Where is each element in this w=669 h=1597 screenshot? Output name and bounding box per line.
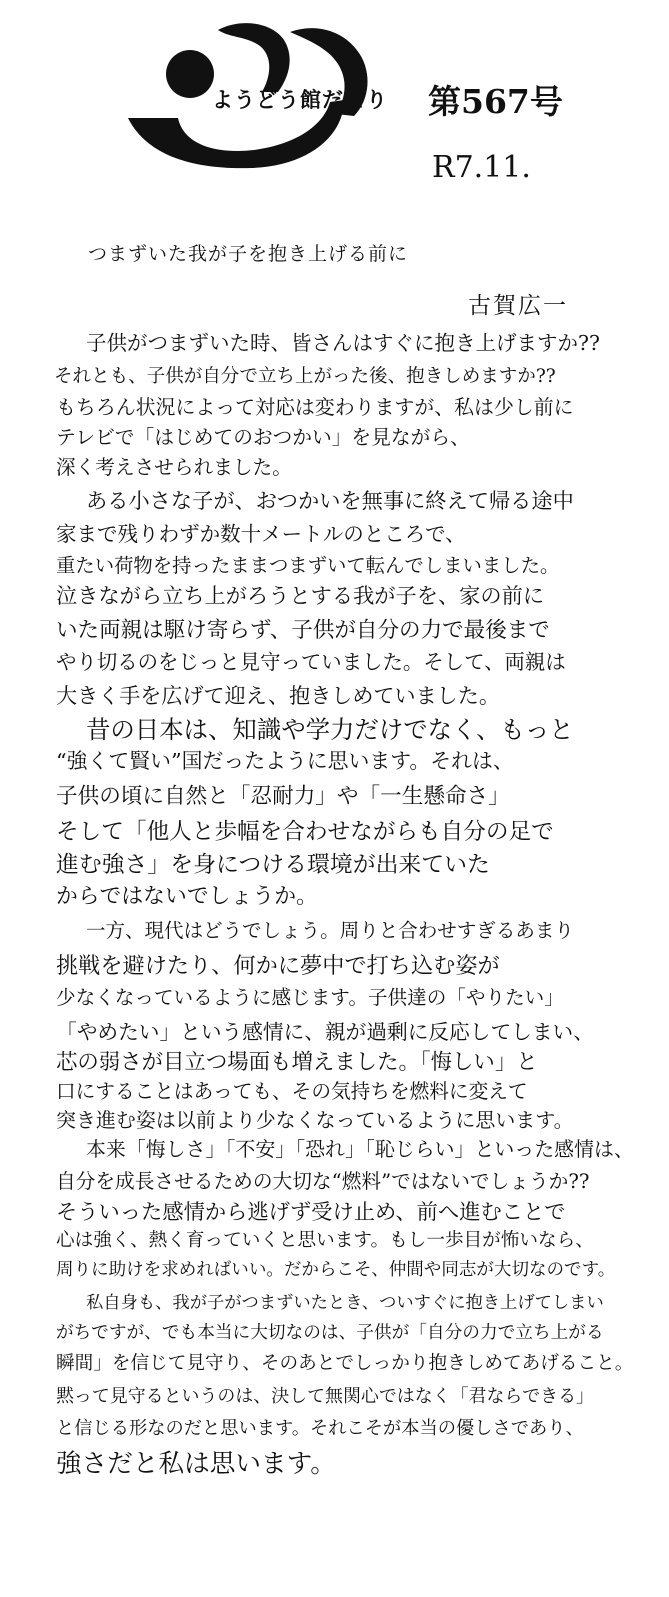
article-line: ある小さな子が、おつかいを無事に終えて帰る途中 [86, 489, 574, 514]
article-line: もちろん状況によって対応は変わりますが、私は少し前に [56, 396, 574, 419]
article-line: 突き進む姿は以前より少なくなっているように思います。 [56, 1108, 574, 1132]
article-line: いた両親は駆け寄らず、子供が自分の力で最後まで [56, 618, 550, 643]
author-name: 古賀広一 [468, 293, 568, 319]
article-line: テレビで「はじめてのおつかい」を見ながら、 [56, 426, 470, 449]
article-line: 家まで残りわずか数十メートルのところで、 [56, 522, 466, 546]
article-line: 周りに助けを求めればいい。だからこそ、仲間や同志が大切なのです。 [56, 1260, 616, 1280]
issue-date: R7.11. [432, 150, 531, 185]
article-line: 大きく手を広げて迎え、抱きしめていました。 [56, 683, 500, 708]
article-line: 本来「悔しさ」「不安」「恐れ」「恥じらい」といった感情は、 [86, 1138, 634, 1161]
article-line: 少なくなっているように感じます。子供達の「やりたい」 [56, 986, 564, 1009]
article-line: 一方、現代はどうでしょう。周りと合わせすぎるあまり [86, 919, 574, 942]
article-line: やり切るのをじっと見守っていました。そして、両親は [56, 650, 566, 674]
article-line: 強さだと私は思います。 [56, 1449, 336, 1479]
article-line: 進む強さ」を身につける環境が出来ていた [56, 852, 490, 878]
article-line: それとも、子供が自分で立ち上がった後、抱きしめますか?? [54, 366, 556, 387]
newsletter-name: ようどう館だより [212, 87, 388, 112]
article-line: 泣きながら立ち上がろうとする我が子を、家の前に [56, 584, 545, 609]
article-line: 重たい荷物を持ったままつまずいて転んでしまいました。 [56, 554, 560, 577]
article-line: 自分を成長させるための大切な“燃料”ではないでしょうか?? [56, 1170, 590, 1193]
article-line: と信じる形なのだと思います。それこそが本当の優しさであり、 [56, 1418, 584, 1439]
article-line: “強くて賢い”国だったように思います。それは、 [56, 749, 514, 773]
article-line: そして「他人と歩幅を合わせながらも自分の足で [56, 819, 554, 845]
article-line: 「やめたい」という感情に、親が過剰に反応してしまい、 [56, 1020, 594, 1044]
article-line: 深く考えさせられました。 [56, 456, 292, 479]
article-line: そういった感情から逃げず受け止め、前へ進むことで [56, 1200, 566, 1225]
article-line: 芯の弱さが目立つ場面も増えました。「悔しい」と [56, 1050, 538, 1075]
article-line: 心は強く、熱く育っていくと思います。もし一歩目が怖いなら、 [56, 1230, 594, 1251]
issue-number: 第567号 [428, 82, 563, 121]
article-line: 瞬間」を信じて見守り、そのあとでしっかり抱きしめてあげること。 [56, 1353, 634, 1374]
article-line: 挑戦を避けたり、何かに夢中で打ち込む姿が [56, 953, 500, 979]
article-line: 昔の日本は、知識や学力だけでなく、もっと [86, 715, 574, 744]
article-line: からではないでしょうか。 [56, 884, 318, 909]
article-title: つまずいた我が子を抱き上げる前に [88, 243, 409, 265]
article-line: がちですが、でも本当に大切なのは、子供が「自分の力で立ち上がる [56, 1323, 604, 1343]
article-line: 私自身も、我が子がつまずいたとき、ついすぐに抱き上げてしまい [86, 1293, 604, 1313]
article-line: 口にすることはあっても、その気持ちを燃料に変えて [56, 1080, 528, 1103]
article-line: 子供がつまずいた時、皆さんはすぐに抱き上げますか?? [86, 331, 600, 355]
article-line: 黙って見守るというのは、決して無関心ではなく「君ならできる」 [56, 1386, 594, 1407]
article-line: 子供の頃に自然と「忍耐力」や「一生懸命さ」 [56, 784, 510, 809]
